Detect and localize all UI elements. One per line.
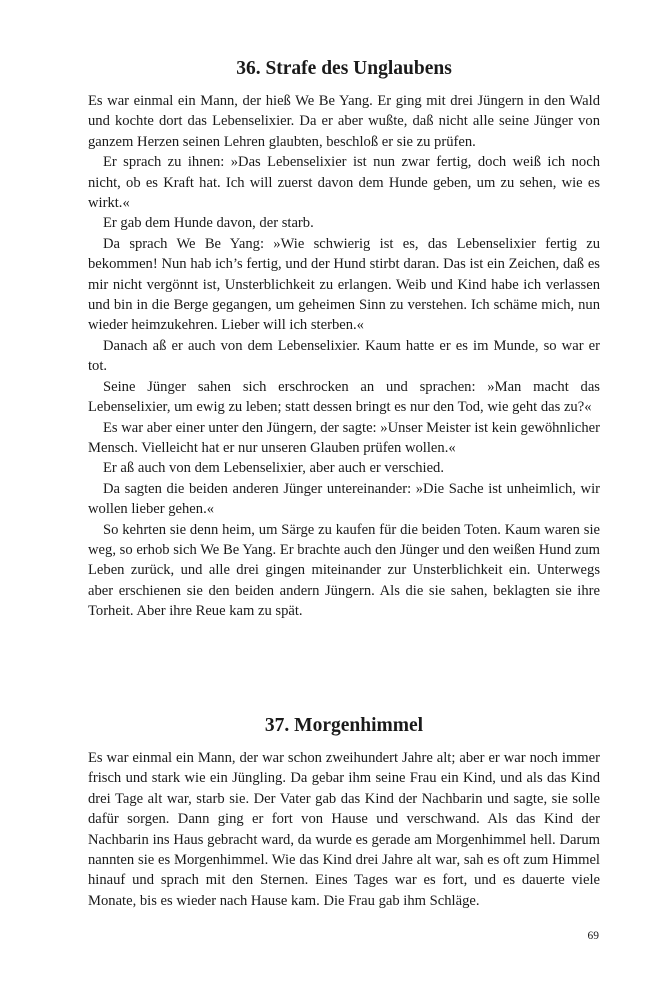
paragraph: Es war einmal ein Mann, der war schon zweihundert Jahre alt; aber er war noch immer frisch und stark wie ein Jüngling. Da gebar ihm seine Frau ein Kind, und als das Kind drei Tage alt war, starb sie. Der Vater gab das Kind der Nachbarin und sagte, sie solle dafür sorgen. Dann ging er fort von Hause und verschwand. Als das Kind der Nachbarin ins Haus gebracht ward, da wurde es gerade am Morgenhimmel hell. Darum nannten sie es Morgenhimmel. Wie das Kind drei Jahre alt war, sah es oft zum Himmel hinauf und sprach mit den Sternen. Eines Tages war es fort, und es dauerte viele Monate, bis es wieder nach Hause kam. Die Frau gab ihm Schläge. <box>88 750 600 909</box>
paragraph: Er gab dem Hunde davon, der starb. <box>103 215 314 232</box>
story-36 <box>88 56 600 622</box>
paragraph: Es war aber einer unter den Jüngern, der sagte: »Unser Meister ist kein gewöhnlicher Mensch. Vielleicht hat er nur unseren Glauben prüfen wollen.« <box>88 419 600 456</box>
paragraph: Er sprach zu ihnen: »Das Lebenselixier ist nun zwar fertig, doch weiß ich noch nicht, ob es Kraft hat. Ich will zuerst davon dem Hunde geben, um zu sehen, wie es wirkt.« <box>88 154 600 212</box>
paragraph: Danach aß er auch von dem Lebenselixier. Kaum hatte er es im Munde, so war er tot. <box>88 337 600 375</box>
paragraph: Es war einmal ein Mann, der hieß We Be Yang. Er ging mit drei Jüngern in den Wald und kochte dort das Lebenselixier. Da er aber wußte, daß nicht alle seine Jünger von ganzem Herzen seinen Lehren glaubten, beschloß er sie zu prüfen. <box>88 93 600 150</box>
paragraph: Da sprach We Be Yang: »Wie schwierig ist es, das Lebenselixier fertig zu bekommen! Nun hab ich’s fertig, und der Hund stirbt daran. Das ist ein Zeichen, daß es mir nicht vergönnt ist, Unsterblichkeit zu erlangen. Weib und Kind habe ich verlassen und bin in die Berge gegangen, um geheimen Sinn zu verstehen. Ich schäme mich, nun wieder heimzukehren. Lieber will ich sterben.« <box>88 235 600 334</box>
story-title: 37. Morgenhimmel <box>264 715 424 736</box>
paragraph: Er aß auch von dem Lebenselixier, aber auch er verschied. <box>103 460 444 477</box>
paragraph: Da sagten die beiden anderen Jünger untereinander: »Die Sache ist unheimlich, wir wollen lieber gehen.« <box>88 480 600 518</box>
paragraph: Seine Jünger sahen sich erschrocken an und sprachen: »Man macht das Lebenselixier, um ewig zu leben; statt dessen bringt es nur den Tod, wie geht das zu?« <box>88 378 600 416</box>
paragraph: So kehrten sie denn heim, um Särge zu kaufen für die beiden Toten. Kaum waren sie weg, so erhob sich We Be Yang. Er brachte auch den Jünger und den weißen Hund zum Leben zurück, und alle drei gingen miteinander zur Unsterblichkeit ein. Unterwegs aber erschienen sie den beiden andern Jüngern. Als die sie sahen, beklagten sie ihre Torheit. Aber ihre Reue kam zu spät. <box>88 521 600 620</box>
page-number: 69 <box>587 930 599 942</box>
story-37 <box>88 713 600 911</box>
story-title: 36. Strafe des Unglaubens <box>236 58 452 79</box>
